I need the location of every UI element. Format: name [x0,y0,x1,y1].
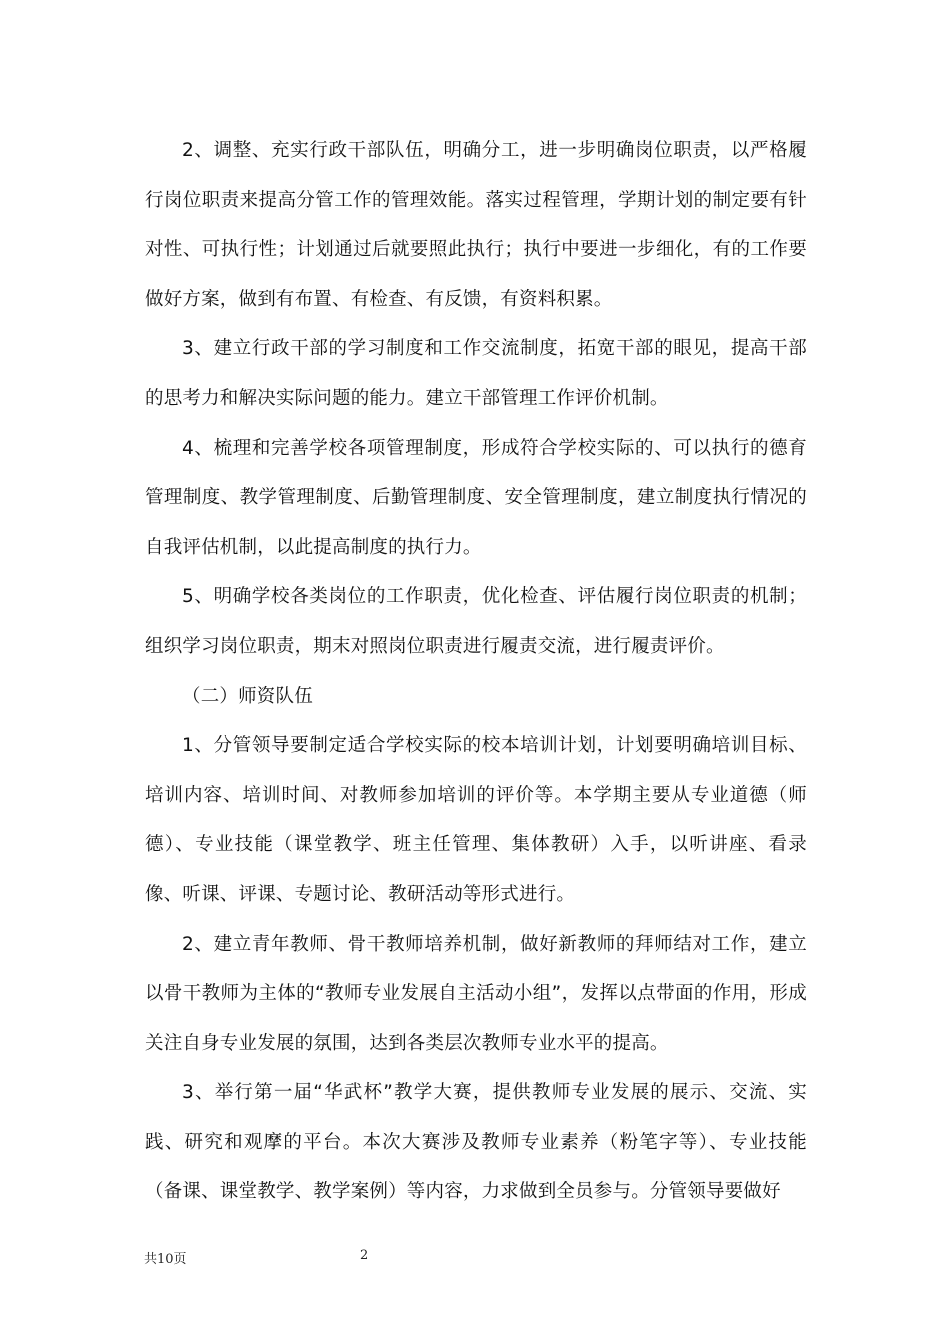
document-body [145,126,807,1217]
footer-total-pages: 共10页 [144,1252,187,1267]
section-heading-teachers: （二）师资队伍 [182,685,313,707]
paragraph-item-5: 5、明确学校各类岗位的工作职责，优化检查、评估履行岗位职责的机制；组织学习岗位职责，期末对照岗位职责进行履责交流，进行履责评价。 [145,586,807,657]
paragraph-item-3: 3、建立行政干部的学习制度和工作交流制度，拓宽干部的眼见，提高干部的思考力和解决实际问题的能力。建立干部管理工作评价机制。 [145,338,807,409]
paragraph-item-2: 2、调整、充实行政干部队伍，明确分工，进一步明确岗位职责，以严格履行岗位职责来提高分管工作的管理效能。落实过程管理，学期计划的制定要有针对性、可执行性；计划通过后就要照此执行；执行中要进一步细化，有的工作要做好方案，做到有布置、有检查、有反馈，有资料积累。 [145,140,807,310]
paragraph-teacher-item-2: 2、建立青年教师、骨干教师培养机制，做好新教师的拜师结对工作，建立以骨干教师为主体的“教师专业发展自主活动小组”，发挥以点带面的作用，形成关注自身专业发展的氛围，达到各类层次教师专业水平的提高。 [145,933,807,1054]
footer-page-number: 2 [360,1248,369,1263]
paragraph-teacher-item-1: 1、分管领导要制定适合学校实际的校本培训计划，计划要明确培训目标、培训内容、培训时间、对教师参加培训的评价等。本学期主要从专业道德（师德）、专业技能（课堂教学、班主任管理、集体教研）入手，以听讲座、看录像、听课、评课、专题讨论、教研活动等形式进行。 [145,735,807,905]
paragraph-teacher-item-3: 3、举行第一届“华武杯”教学大赛，提供教师专业发展的展示、交流、实践、研究和观摩的平台。本次大赛涉及教师专业素养（粉笔字等）、专业技能（备课、课堂教学、教学案例）等内容，力求做到全员参与。分管领导要做好 [145,1082,807,1203]
paragraph-item-4: 4、梳理和完善学校各项管理制度，形成符合学校实际的、可以执行的德育管理制度、教学管理制度、后勤管理制度、安全管理制度，建立制度执行情况的自我评估机制，以此提高制度的执行力。 [145,437,807,558]
